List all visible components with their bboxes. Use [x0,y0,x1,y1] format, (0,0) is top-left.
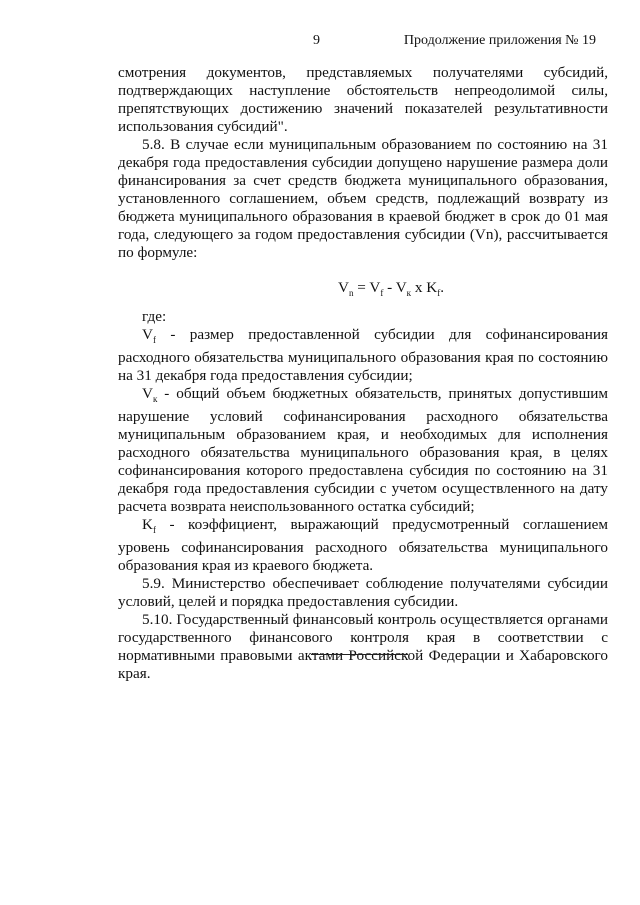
end-divider [311,654,408,655]
page-number: 9 [313,33,320,48]
formula-kf: $K_f$ [426,279,441,299]
definition-vk: $V_к$ - общий объем бюджетных обязательств, принятых допустившим нарушение условий софинансирования расходного обязательства муниципальным образованием края, и необходимых для исполнения расходного обязательства муниципального образования края, в целях софинансирования которого предоставлена субсидия по состоянию на 31 декабря года предоставления субсидии с учетом осуществленного на дату расчета возврата неиспользованного остатка субсидий; [118,385,608,516]
paragraph-5-10: 5.10. Государственный финансовый контроль осуществляется органами государственного финансового контроля края в соответствии с нормативными правовыми актами Российской Федерации и Хабаровского края. [118,611,608,683]
paragraph-5-8: 5.8. В случае если муниципальным образованием по состоянию на 31 декабря года предоставления субсидии допущено нарушение размера доли финансирования за счет средств бюджета муниципального образования, установленного соглашением, объем средств, подлежащий возврату из бюджета муниципального образования в краевой бюджет в срок до 01 мая года, следующего за годом предоставления субсидии (Vn), рассчитывается по формуле: [118,136,608,261]
paragraph-5-9: 5.9. Министерство обеспечивает соблюдение получателями субсидии условий, целей и порядка предоставления субсидии. [118,575,608,611]
formula: $V_n = V_f - V_к$ x $K_f$. [337,279,444,299]
formula-vf: $V_f$ [369,279,384,299]
formula-vk: $V_к$ [395,279,412,299]
definition-kf: $K_f$ - коэффициент, выражающий предусмотренный соглашением уровень софинансирования расходного обязательства муниципального образования края из краевого бюджета. [118,516,608,575]
formula-vn: $V_n$ [337,279,354,299]
where-label: где: [142,308,167,326]
definition-vf: $V_f$ - размер предоставленной субсидии для софинансирования расходного обязательства муниципального образования края по состоянию на 31 декабря года предоставления субсидии; [118,326,608,385]
continuation-header: Продолжение приложения № 19 [403,33,596,48]
document-body [118,64,608,683]
paragraph-continuation: смотрения документов, представляемых получателями субсидий, подтверждающих наступление обстоятельств непреодолимой силы, препятствующих достижению значений показателей результативности использования субсидий". [118,64,608,135]
